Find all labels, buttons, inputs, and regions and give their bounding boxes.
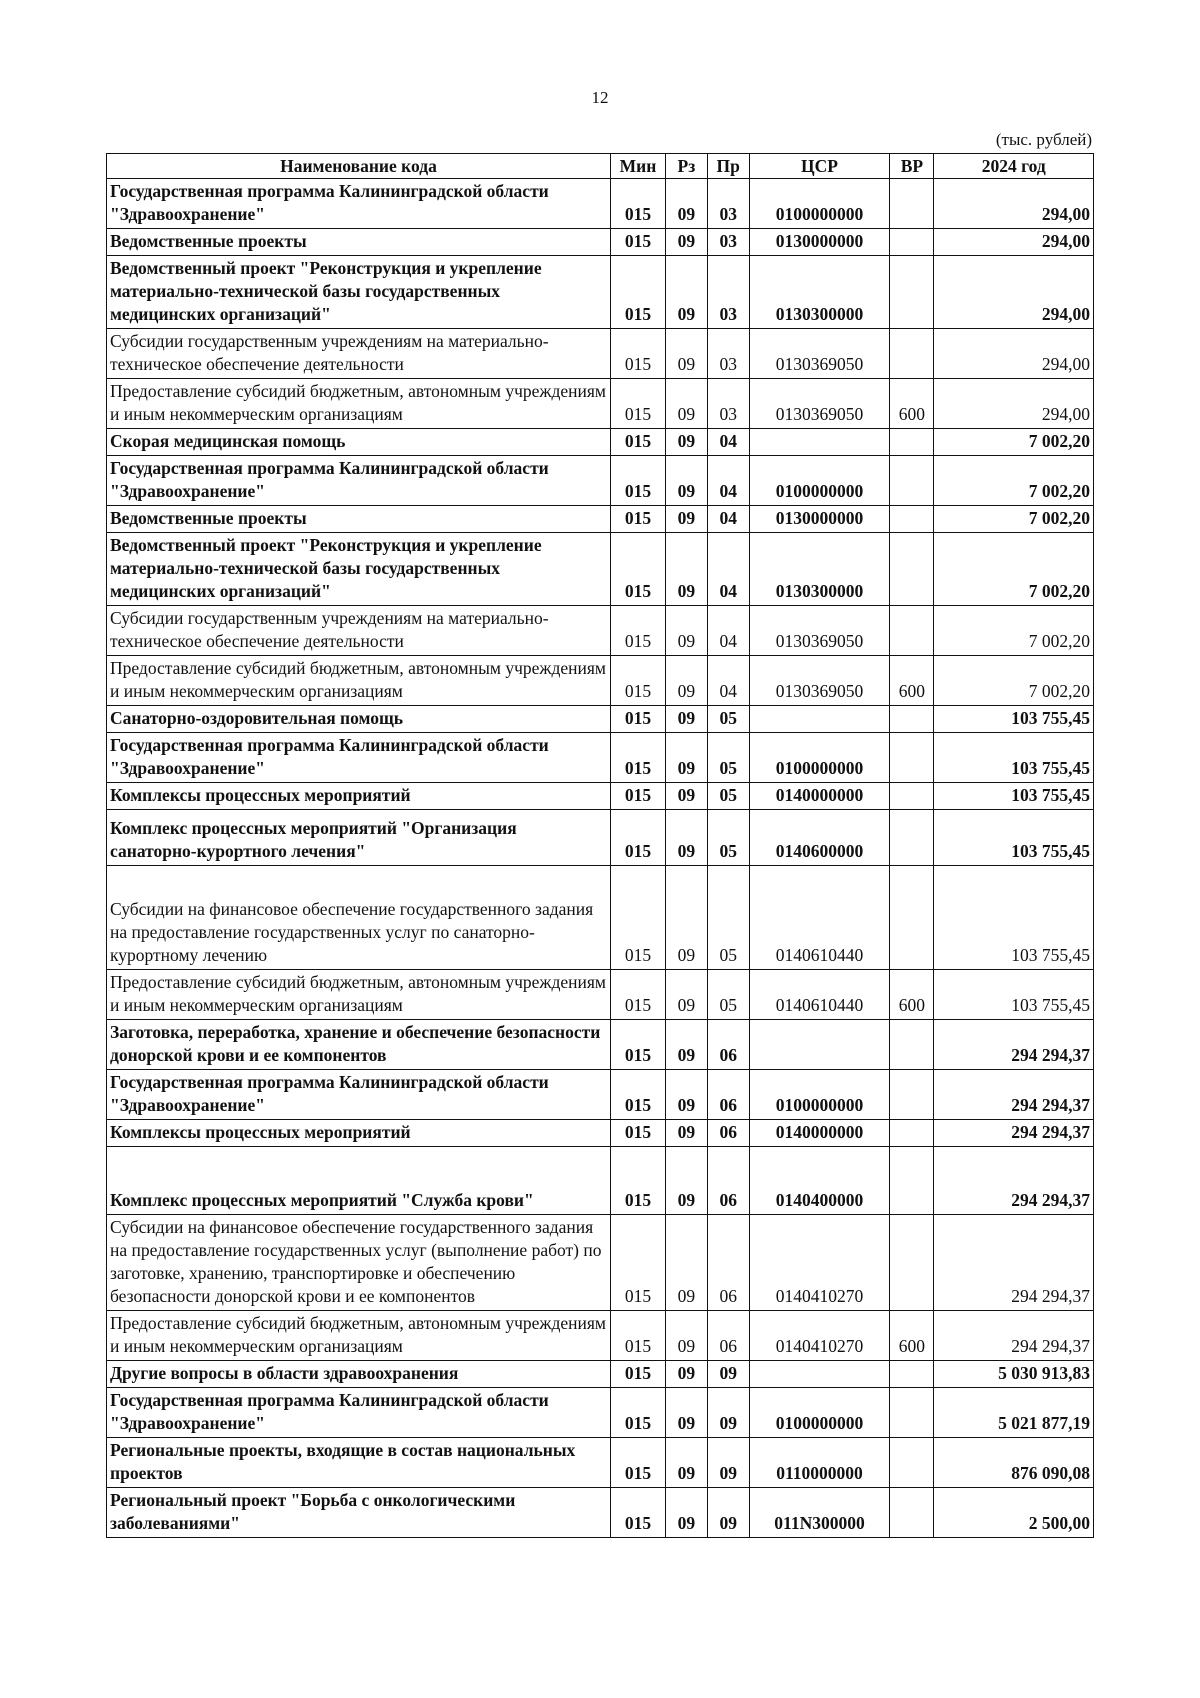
table-row	[107, 970, 1094, 1020]
row-amount: 294 294,37	[934, 1020, 1094, 1070]
row-vr	[890, 1361, 934, 1388]
row-min: 015	[610, 1388, 665, 1438]
row-amount: 103 755,45	[934, 866, 1094, 970]
header-csr: ЦСР	[749, 154, 890, 179]
row-min: 015	[610, 1020, 665, 1070]
row-amount: 7 002,20	[934, 456, 1094, 506]
row-csr: 0140610440	[749, 970, 890, 1020]
row-name: Комплекс процессных мероприятий "Организация санаторно-курортного лечения"	[107, 810, 611, 866]
header-rz: Рз	[665, 154, 707, 179]
row-pr: 04	[707, 606, 749, 656]
row-csr: 0130369050	[749, 329, 890, 379]
row-vr	[890, 1070, 934, 1120]
row-min: 015	[610, 810, 665, 866]
row-name: Заготовка, переработка, хранение и обеспечение безопасности донорской крови и ее компонентов	[107, 1020, 611, 1070]
row-csr: 0130369050	[749, 656, 890, 706]
row-vr	[890, 329, 934, 379]
row-name: Комплексы процессных мероприятий	[107, 1120, 611, 1147]
row-name: Санаторно-оздоровительная помощь	[107, 706, 611, 733]
row-csr: 0140410270	[749, 1311, 890, 1361]
row-amount: 294 294,37	[934, 1070, 1094, 1120]
row-pr: 04	[707, 656, 749, 706]
row-vr	[890, 1020, 934, 1070]
row-min: 015	[610, 733, 665, 783]
row-amount: 294,00	[934, 229, 1094, 256]
row-csr: 0110000000	[749, 1438, 890, 1488]
row-rz: 09	[665, 379, 707, 429]
budget-table	[106, 153, 1094, 1538]
row-amount: 294,00	[934, 256, 1094, 329]
table-row	[107, 656, 1094, 706]
row-min: 015	[610, 379, 665, 429]
row-vr: 600	[890, 379, 934, 429]
table-row	[107, 229, 1094, 256]
row-amount: 294,00	[934, 179, 1094, 229]
row-name: Субсидии государственным учреждениям на материально-техническое обеспечение деятельности	[107, 606, 611, 656]
row-min: 015	[610, 1147, 665, 1215]
row-min: 015	[610, 506, 665, 533]
row-vr: 600	[890, 656, 934, 706]
row-amount: 294 294,37	[934, 1147, 1094, 1215]
row-min: 015	[610, 456, 665, 506]
row-pr: 04	[707, 533, 749, 606]
row-csr: 0100000000	[749, 733, 890, 783]
row-csr	[749, 429, 890, 456]
row-pr: 06	[707, 1020, 749, 1070]
row-amount: 5 021 877,19	[934, 1388, 1094, 1438]
row-rz: 09	[665, 1361, 707, 1388]
table-row	[107, 329, 1094, 379]
row-csr: 0140000000	[749, 1120, 890, 1147]
row-amount: 7 002,20	[934, 429, 1094, 456]
table-row	[107, 429, 1094, 456]
row-rz: 09	[665, 506, 707, 533]
row-min: 015	[610, 656, 665, 706]
row-pr: 09	[707, 1361, 749, 1388]
row-amount: 294 294,37	[934, 1311, 1094, 1361]
units-label: (тыс. рублей)	[995, 130, 1092, 149]
table-row	[107, 733, 1094, 783]
row-name: Ведомственный проект "Реконструкция и укрепление материально-технической базы государственных медицинских организаций"	[107, 256, 611, 329]
row-name: Региональные проекты, входящие в состав национальных проектов	[107, 1438, 611, 1488]
row-vr	[890, 429, 934, 456]
row-pr: 04	[707, 456, 749, 506]
table-row	[107, 706, 1094, 733]
row-vr	[890, 733, 934, 783]
table-row	[107, 1070, 1094, 1120]
row-rz: 09	[665, 1311, 707, 1361]
row-vr	[890, 606, 934, 656]
row-csr: 0140410270	[749, 1215, 890, 1311]
table-row	[107, 179, 1094, 229]
row-amount: 294,00	[934, 379, 1094, 429]
row-rz: 09	[665, 810, 707, 866]
row-name: Предоставление субсидий бюджетным, автономным учреждениям и иным некоммерческим организациям	[107, 379, 611, 429]
table-row	[107, 256, 1094, 329]
row-rz: 09	[665, 1388, 707, 1438]
row-rz: 09	[665, 1120, 707, 1147]
row-amount: 103 755,45	[934, 783, 1094, 810]
row-name: Предоставление субсидий бюджетным, автономным учреждениям и иным некоммерческим организациям	[107, 970, 611, 1020]
row-csr: 0100000000	[749, 1388, 890, 1438]
row-rz: 09	[665, 329, 707, 379]
row-name: Ведомственные проекты	[107, 229, 611, 256]
row-pr: 03	[707, 329, 749, 379]
row-rz: 09	[665, 656, 707, 706]
row-pr: 03	[707, 229, 749, 256]
row-min: 015	[610, 229, 665, 256]
row-rz: 09	[665, 1147, 707, 1215]
row-amount: 103 755,45	[934, 733, 1094, 783]
row-min: 015	[610, 1361, 665, 1388]
row-vr	[890, 706, 934, 733]
row-vr	[890, 783, 934, 810]
row-csr: 0140610440	[749, 866, 890, 970]
row-rz: 09	[665, 256, 707, 329]
row-csr: 0140600000	[749, 810, 890, 866]
row-name: Ведомственный проект "Реконструкция и укрепление материально-технической базы государственных медицинских организаций"	[107, 533, 611, 606]
row-rz: 09	[665, 733, 707, 783]
row-pr: 06	[707, 1215, 749, 1311]
row-vr	[890, 229, 934, 256]
row-amount: 103 755,45	[934, 706, 1094, 733]
row-min: 015	[610, 329, 665, 379]
table-row	[107, 1438, 1094, 1488]
table-row	[107, 1147, 1094, 1215]
row-vr	[890, 1438, 934, 1488]
row-rz: 09	[665, 606, 707, 656]
row-vr	[890, 810, 934, 866]
row-pr: 05	[707, 733, 749, 783]
row-min: 015	[610, 1120, 665, 1147]
row-amount: 294 294,37	[934, 1120, 1094, 1147]
row-rz: 09	[665, 970, 707, 1020]
row-rz: 09	[665, 1020, 707, 1070]
row-pr: 04	[707, 506, 749, 533]
row-vr	[890, 1215, 934, 1311]
row-name: Предоставление субсидий бюджетным, автономным учреждениям и иным некоммерческим организациям	[107, 1311, 611, 1361]
row-vr	[890, 1488, 934, 1538]
row-amount: 2 500,00	[934, 1488, 1094, 1538]
row-csr: 0100000000	[749, 1070, 890, 1120]
row-name: Государственная программа Калининградской области "Здравоохранение"	[107, 1070, 611, 1120]
row-name: Субсидии государственным учреждениям на материально-техническое обеспечение деятельности	[107, 329, 611, 379]
row-rz: 09	[665, 866, 707, 970]
row-csr: 0100000000	[749, 456, 890, 506]
row-amount: 294 294,37	[934, 1215, 1094, 1311]
row-pr: 05	[707, 970, 749, 1020]
header-name: Наименование кода	[107, 154, 611, 179]
table-row	[107, 1215, 1094, 1311]
row-csr: 011N300000	[749, 1488, 890, 1538]
row-min: 015	[610, 1070, 665, 1120]
row-name: Государственная программа Калининградской области "Здравоохранение"	[107, 1388, 611, 1438]
row-pr: 03	[707, 179, 749, 229]
row-name: Государственная программа Калининградской области "Здравоохранение"	[107, 733, 611, 783]
row-min: 015	[610, 1438, 665, 1488]
row-min: 015	[610, 429, 665, 456]
row-pr: 05	[707, 706, 749, 733]
row-pr: 05	[707, 783, 749, 810]
row-pr: 03	[707, 379, 749, 429]
row-name: Другие вопросы в области здравоохранения	[107, 1361, 611, 1388]
row-rz: 09	[665, 1438, 707, 1488]
row-csr: 0130000000	[749, 506, 890, 533]
row-name: Предоставление субсидий бюджетным, автономным учреждениям и иным некоммерческим организациям	[107, 656, 611, 706]
row-csr: 0100000000	[749, 179, 890, 229]
row-rz: 09	[665, 1215, 707, 1311]
row-csr: 0130369050	[749, 379, 890, 429]
row-min: 015	[610, 783, 665, 810]
row-amount: 7 002,20	[934, 606, 1094, 656]
row-csr: 0130300000	[749, 256, 890, 329]
row-csr: 0130300000	[749, 533, 890, 606]
row-vr	[890, 1388, 934, 1438]
row-amount: 7 002,20	[934, 656, 1094, 706]
header-vr: ВР	[890, 154, 934, 179]
row-min: 015	[610, 1488, 665, 1538]
row-vr	[890, 1147, 934, 1215]
row-amount: 294,00	[934, 329, 1094, 379]
table-row	[107, 1388, 1094, 1438]
row-rz: 09	[665, 533, 707, 606]
header-year: 2024 год	[934, 154, 1094, 179]
table-row	[107, 533, 1094, 606]
header-pr: Пр	[707, 154, 749, 179]
row-amount: 103 755,45	[934, 810, 1094, 866]
row-min: 015	[610, 606, 665, 656]
table-row	[107, 810, 1094, 866]
row-amount: 7 002,20	[934, 533, 1094, 606]
row-pr: 09	[707, 1488, 749, 1538]
row-pr: 09	[707, 1388, 749, 1438]
table-row	[107, 1361, 1094, 1388]
row-pr: 06	[707, 1070, 749, 1120]
row-pr: 05	[707, 866, 749, 970]
row-name: Субсидии на финансовое обеспечение государственного задания на предоставление государственных услуг (выполнение работ) по заготовке, хранению, транспортировке и обеспечению безопасности донорской крови и ее компонентов	[107, 1215, 611, 1311]
table-header-row	[107, 154, 1094, 179]
row-min: 015	[610, 533, 665, 606]
row-name: Государственная программа Калининградской области "Здравоохранение"	[107, 179, 611, 229]
header-min: Мин	[610, 154, 665, 179]
table-row	[107, 866, 1094, 970]
row-min: 015	[610, 970, 665, 1020]
table-row	[107, 783, 1094, 810]
row-rz: 09	[665, 706, 707, 733]
table-row	[107, 379, 1094, 429]
row-vr	[890, 179, 934, 229]
row-rz: 09	[665, 1488, 707, 1538]
row-amount: 103 755,45	[934, 970, 1094, 1020]
row-rz: 09	[665, 1070, 707, 1120]
row-vr	[890, 1120, 934, 1147]
row-csr	[749, 706, 890, 733]
row-min: 015	[610, 1311, 665, 1361]
row-min: 015	[610, 706, 665, 733]
row-min: 015	[610, 179, 665, 229]
row-csr: 0140400000	[749, 1147, 890, 1215]
row-min: 015	[610, 866, 665, 970]
row-name: Скорая медицинская помощь	[107, 429, 611, 456]
row-pr: 04	[707, 429, 749, 456]
row-name: Региональный проект "Борьба с онкологическими заболеваниями"	[107, 1488, 611, 1538]
table-row	[107, 1311, 1094, 1361]
row-pr: 06	[707, 1311, 749, 1361]
table-row	[107, 506, 1094, 533]
row-pr: 09	[707, 1438, 749, 1488]
row-amount: 876 090,08	[934, 1438, 1094, 1488]
row-pr: 06	[707, 1120, 749, 1147]
row-name: Комплекс процессных мероприятий "Служба крови"	[107, 1147, 611, 1215]
row-min: 015	[610, 1215, 665, 1311]
row-csr: 0130000000	[749, 229, 890, 256]
row-amount: 7 002,20	[934, 506, 1094, 533]
row-min: 015	[610, 256, 665, 329]
row-rz: 09	[665, 229, 707, 256]
row-name: Государственная программа Калининградской области "Здравоохранение"	[107, 456, 611, 506]
table-row	[107, 606, 1094, 656]
row-rz: 09	[665, 783, 707, 810]
row-vr	[890, 456, 934, 506]
table-row	[107, 1488, 1094, 1538]
row-csr	[749, 1361, 890, 1388]
row-vr	[890, 866, 934, 970]
row-csr	[749, 1020, 890, 1070]
row-vr: 600	[890, 970, 934, 1020]
table-row	[107, 456, 1094, 506]
row-name: Комплексы процессных мероприятий	[107, 783, 611, 810]
page-number: 12	[591, 88, 609, 107]
row-csr: 0130369050	[749, 606, 890, 656]
row-name: Ведомственные проекты	[107, 506, 611, 533]
row-name: Субсидии на финансовое обеспечение государственного задания на предоставление государственных услуг по санаторно-курортному лечению	[107, 866, 611, 970]
row-vr	[890, 506, 934, 533]
row-rz: 09	[665, 179, 707, 229]
row-amount: 5 030 913,83	[934, 1361, 1094, 1388]
row-vr: 600	[890, 1311, 934, 1361]
row-csr: 0140000000	[749, 783, 890, 810]
row-pr: 05	[707, 810, 749, 866]
table-row	[107, 1020, 1094, 1070]
row-rz: 09	[665, 429, 707, 456]
row-vr	[890, 533, 934, 606]
row-pr: 06	[707, 1147, 749, 1215]
row-rz: 09	[665, 456, 707, 506]
row-vr	[890, 256, 934, 329]
row-pr: 03	[707, 256, 749, 329]
table-row	[107, 1120, 1094, 1147]
